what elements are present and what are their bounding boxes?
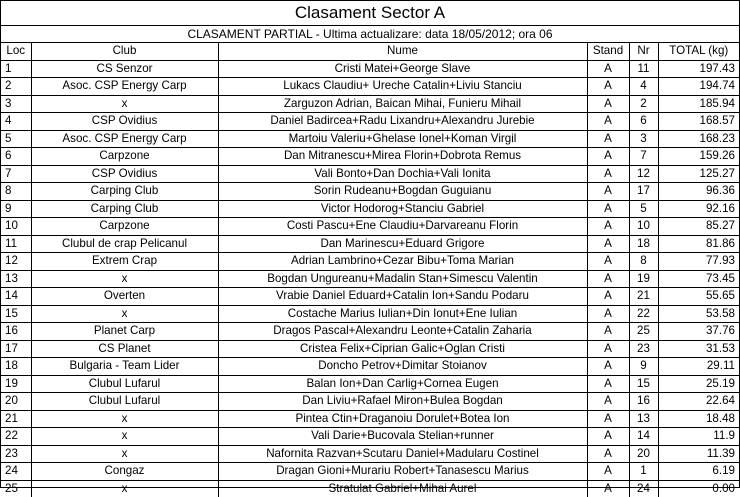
stand-cell: A [587, 480, 629, 497]
names-cell: Dragos Pascal+Alexandru Leonte+Catalin Zaharia [218, 323, 587, 341]
club-cell: Carping Club [31, 183, 218, 201]
total-cell: 96.36 [658, 183, 739, 201]
nr-cell: 25 [629, 323, 658, 341]
club-cell: x [31, 428, 218, 446]
stand-cell: A [587, 288, 629, 306]
total-cell: 0.00 [712, 481, 735, 495]
nr-cell: 22 [629, 305, 658, 323]
stand-cell: A [587, 253, 629, 271]
rank-cell: 10 [1, 218, 31, 236]
rank-cell: 17 [1, 340, 31, 358]
names-cell: Balan Ion+Dan Carlig+Cornea Eugen [218, 375, 587, 393]
stand-cell: A [587, 270, 629, 288]
total-cell: 31.53 [658, 340, 739, 358]
club-cell: Extrem Crap [31, 253, 218, 271]
total-cell: 92.16 [658, 200, 739, 218]
club-cell: CSP Ovidius [31, 113, 218, 131]
sheet-subtitle: CLASAMENT PARTIAL - Ultima actualizare: data 18/05/2012; ora 06 [1, 26, 739, 43]
total-cell: 53.58 [658, 305, 739, 323]
stand-cell: A [587, 218, 629, 236]
table-row [1, 183, 739, 201]
column-header-club: Club [31, 43, 218, 60]
column-header-loc: Loc [1, 43, 31, 60]
rank-cell: 4 [1, 113, 31, 131]
table-row [1, 463, 739, 481]
club-cell: Clubul Lufarul [31, 375, 218, 393]
total-cell: 125.27 [658, 165, 739, 183]
rank-cell: 24 [1, 463, 31, 481]
table-row [1, 288, 739, 306]
table-row [1, 95, 739, 113]
club-cell: Clubul Lufarul [31, 393, 218, 411]
table-row [1, 130, 739, 148]
rank-cell: 16 [1, 323, 31, 341]
names-cell: Vali Bonto+Dan Dochia+Vali Ionita [218, 165, 587, 183]
stand-cell: A [587, 78, 629, 96]
table-row [1, 480, 739, 497]
stand-cell: A [587, 393, 629, 411]
rank-cell: 9 [1, 200, 31, 218]
sheet-title: Clasament Sector A [1, 1, 739, 26]
names-cell: Lukacs Claudiu+ Ureche Catalin+Liviu Stanciu [218, 78, 587, 96]
nr-cell: 15 [629, 375, 658, 393]
table-row [1, 148, 739, 166]
total-cell: 168.23 [658, 130, 739, 148]
rank-cell: 1 [1, 60, 31, 78]
total-cell: 22.64 [658, 393, 739, 411]
total-cell: 77.93 [658, 253, 739, 271]
ranking-table [1, 43, 739, 497]
rank-cell: 14 [1, 288, 31, 306]
club-cell: Carpzone [31, 148, 218, 166]
stand-cell: A [587, 148, 629, 166]
rank-cell: 22 [1, 428, 31, 446]
table-row [1, 200, 739, 218]
names-cell: Pintea Ctin+Draganoiu Dorulet+Botea Ion [218, 410, 587, 428]
total-cell: 11.39 [658, 445, 739, 463]
table-row [1, 218, 739, 236]
rank-cell: 19 [1, 375, 31, 393]
club-cell: Congaz [31, 463, 218, 481]
nr-cell: 21 [629, 288, 658, 306]
stand-cell: A [587, 165, 629, 183]
names-cell: Costi Pascu+Ene Claudiu+Darvareanu Florin [218, 218, 587, 236]
names-cell: Adrian Lambrino+Cezar Bibu+Toma Marian [218, 253, 587, 271]
names-cell: Nafornita Razvan+Scutaru Daniel+Madularu Costinel [218, 445, 587, 463]
rank-cell: 25 [1, 480, 31, 497]
rank-cell: 13 [1, 270, 31, 288]
rank-cell: 8 [1, 183, 31, 201]
names-cell: Dan Liviu+Rafael Miron+Bulea Bogdan [218, 393, 587, 411]
nr-cell: 18 [629, 235, 658, 253]
nr-cell: 14 [629, 428, 658, 446]
nr-cell: 3 [629, 130, 658, 148]
stand-cell: A [587, 375, 629, 393]
club-cell: x [31, 270, 218, 288]
column-header-total: TOTAL (kg) [658, 43, 739, 60]
nr-cell: 23 [629, 340, 658, 358]
nr-cell: 17 [629, 183, 658, 201]
club-cell: x [31, 480, 218, 497]
club-cell: CSP Ovidius [31, 165, 218, 183]
club-cell: Asoc. CSP Energy Carp [31, 130, 218, 148]
rank-cell: 3 [1, 95, 31, 113]
total-cell: 29.11 [658, 358, 739, 376]
names-cell: Cristea Felix+Ciprian Galic+Oglan Cristi [218, 340, 587, 358]
stand-cell: A [587, 428, 629, 446]
stand-cell: A [587, 200, 629, 218]
stand-cell: A [587, 445, 629, 463]
nr-cell: 4 [629, 78, 658, 96]
nr-cell: 2 [629, 95, 658, 113]
stand-cell: A [587, 358, 629, 376]
column-header-names: Nume [218, 43, 587, 60]
club-cell: x [31, 305, 218, 323]
stand-cell: A [587, 410, 629, 428]
names-cell: Victor Hodorog+Stanciu Gabriel [218, 200, 587, 218]
names-cell: Costache Marius Iulian+Din Ionut+Ene Iulian [218, 305, 587, 323]
total-cell: 168.57 [658, 113, 739, 131]
nr-cell: 5 [629, 200, 658, 218]
stand-cell: A [587, 463, 629, 481]
names-cell: Sorin Rudeanu+Bogdan Guguianu [218, 183, 587, 201]
table-row [1, 113, 739, 131]
total-cell: 194.74 [658, 78, 739, 96]
rank-cell: 21 [1, 410, 31, 428]
club-cell: Overten [31, 288, 218, 306]
total-cell: 25.19 [658, 375, 739, 393]
club-cell: x [31, 410, 218, 428]
nr-cell: 1 [629, 463, 658, 481]
stand-cell: A [587, 95, 629, 113]
nr-cell: 8 [629, 253, 658, 271]
table-row [1, 375, 739, 393]
club-cell: Clubul de crap Pelicanul [31, 235, 218, 253]
names-cell: Stratulat Gabriel+Mihai Aurel [218, 480, 587, 497]
nr-cell: 12 [629, 165, 658, 183]
stand-cell: A [587, 183, 629, 201]
club-cell: x [31, 95, 218, 113]
table-row [1, 393, 739, 411]
total-cell: 6.19 [658, 463, 739, 481]
table-row [1, 323, 739, 341]
names-cell: Dan Mitranescu+Mirea Florin+Dobrota Remus [218, 148, 587, 166]
table-row [1, 78, 739, 96]
nr-cell: 24 [629, 480, 658, 497]
stand-cell: A [587, 60, 629, 78]
stand-cell: A [587, 340, 629, 358]
table-row [1, 410, 739, 428]
total-cell: 159.26 [658, 148, 739, 166]
rank-cell: 15 [1, 305, 31, 323]
club-cell: Asoc. CSP Energy Carp [31, 78, 218, 96]
names-cell: Dan Marinescu+Eduard Grigore [218, 235, 587, 253]
names-cell: Daniel Badircea+Radu Lixandru+Alexandru Jurebie [218, 113, 587, 131]
club-cell: Carpzone [31, 218, 218, 236]
table-body [1, 60, 739, 497]
nr-cell: 13 [629, 410, 658, 428]
names-cell: Doncho Petrov+Dimitar Stoianov [218, 358, 587, 376]
table-row [1, 165, 739, 183]
rank-cell: 11 [1, 235, 31, 253]
nr-cell: 16 [629, 393, 658, 411]
rank-cell: 5 [1, 130, 31, 148]
club-cell: CS Planet [31, 340, 218, 358]
rank-cell: 6 [1, 148, 31, 166]
stand-cell: A [587, 305, 629, 323]
names-cell: Vali Darie+Bucovala Stelian+runner [218, 428, 587, 446]
club-cell: x [31, 445, 218, 463]
nr-cell: 11 [629, 60, 658, 78]
stand-cell: A [587, 323, 629, 341]
total-cell: 185.94 [658, 95, 739, 113]
nr-cell: 7 [629, 148, 658, 166]
total-cell: 81.86 [658, 235, 739, 253]
rank-cell: 23 [1, 445, 31, 463]
names-cell: Dragan Gioni+Murariu Robert+Tanasescu Marius [218, 463, 587, 481]
stand-cell: A [587, 113, 629, 131]
total-cell: 37.76 [658, 323, 739, 341]
names-cell: Cristi Matei+George Slave [218, 60, 587, 78]
stand-cell: A [587, 235, 629, 253]
total-cell: 85.27 [658, 218, 739, 236]
table-row [1, 305, 739, 323]
total-cell: 11.9 [658, 428, 739, 446]
column-header-nr: Nr [629, 43, 658, 60]
table-row [1, 445, 739, 463]
rank-cell: 12 [1, 253, 31, 271]
table-row [1, 253, 739, 271]
nr-cell: 9 [629, 358, 658, 376]
names-cell: Vrabie Daniel Eduard+Catalin Ion+Sandu Podaru [218, 288, 587, 306]
club-cell: CS Senzor [31, 60, 218, 78]
total-cell: 18.48 [658, 410, 739, 428]
total-cell: 197.43 [658, 60, 739, 78]
total-cell: 55.65 [658, 288, 739, 306]
rank-cell: 20 [1, 393, 31, 411]
table-row [1, 340, 739, 358]
table-row [1, 428, 739, 446]
table-row [1, 358, 739, 376]
names-cell: Zarguzon Adrian, Baican Mihai, Funieru Mihail [218, 95, 587, 113]
total-cell: 73.45 [658, 270, 739, 288]
table-header-row [1, 43, 739, 60]
rank-cell: 7 [1, 165, 31, 183]
table-row [1, 270, 739, 288]
nr-cell: 20 [629, 445, 658, 463]
table-row [1, 60, 739, 78]
nr-cell: 10 [629, 218, 658, 236]
column-header-stand: Stand [587, 43, 629, 60]
stand-cell: A [587, 130, 629, 148]
club-cell: Bulgaria - Team Lider [31, 358, 218, 376]
nr-cell: 6 [629, 113, 658, 131]
rank-cell: 18 [1, 358, 31, 376]
table-row [1, 235, 739, 253]
names-cell: Martoiu Valeriu+Ghelase Ionel+Koman Virgil [218, 130, 587, 148]
nr-cell: 19 [629, 270, 658, 288]
club-cell: Carping Club [31, 200, 218, 218]
club-cell: Planet Carp [31, 323, 218, 341]
names-cell: Bogdan Ungureanu+Madalin Stan+Simescu Valentin [218, 270, 587, 288]
rank-cell: 2 [1, 78, 31, 96]
